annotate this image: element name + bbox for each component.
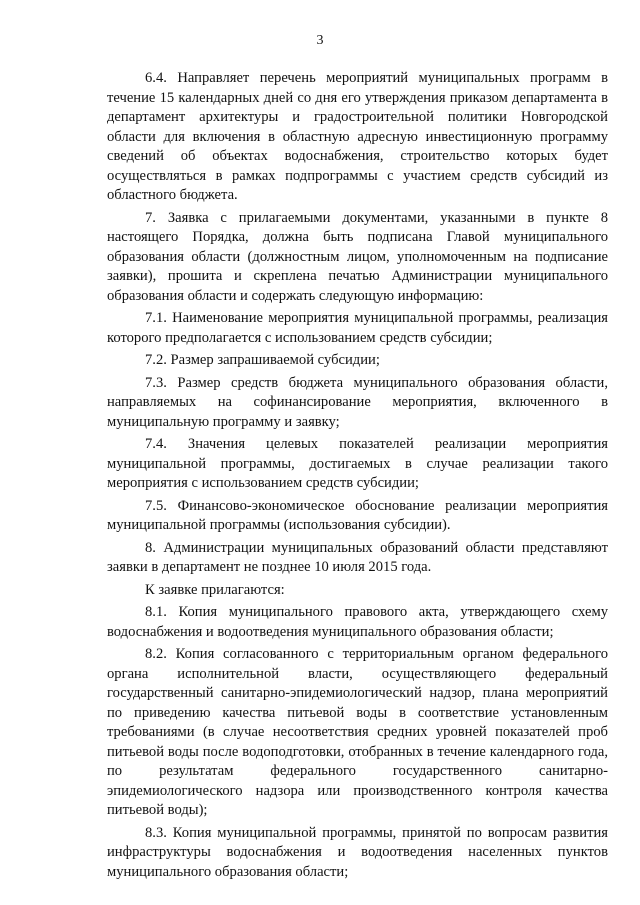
paragraph-7-2: 7.2. Размер запрашиваемой субсидии; bbox=[145, 352, 380, 368]
paragraph-8-2: 8.2. Копия согласованного с территориальным органом федерального органа исполнительной власти, осуществляющего федеральный государственный санитарно-эпидемиологический надзор, плана мероприятий по приведению качества питьевой воды в соответствие установленным требованиями (в случае несоответствия средних уровней показателей проб питьевой воды после водоподготовки, отобранных в течение календарного года, по результатам федерального государственного санитарно-эпидемиологического надзора или производственного контроля качества питьевой воды); bbox=[107, 646, 608, 818]
paragraph-7-5: 7.5. Финансово-экономическое обоснование реализации мероприятия муниципальной программы (использования субсидии). bbox=[107, 497, 608, 533]
paragraph-7-3: 7.3. Размер средств бюджета муниципального образования области, направляемых на софинансирование мероприятия, включенного в муниципальную программу и заявку; bbox=[107, 374, 608, 430]
paragraph-7-4: 7.4. Значения целевых показателей реализации мероприятия муниципальной программы, достигаемых в случае реализации такого мероприятия с использованием средств субсидии; bbox=[107, 436, 608, 491]
paragraph-7-1: 7.1. Наименование мероприятия муниципальной программы, реализация которого предполагается с использованием средств субсидии; bbox=[107, 310, 608, 346]
page-number: 3 bbox=[316, 33, 324, 48]
paragraph-8-3: 8.3. Копия муниципальной программы, принятой по вопросам развития инфраструктуры водоснабжения и водоотведения населенных пунктов муниципального образования области; bbox=[107, 824, 608, 880]
paragraph-8-1: 8.1. Копия муниципального правового акта, утверждающего схему водоснабжения и водоотведения муниципального образования области; bbox=[107, 604, 608, 640]
paragraph-7: 7. Заявка с прилагаемыми документами, указанными в пункте 8 настоящего Порядка, должна быть подписана Главой муниципального образования области (должностным лицом, уполномоченным на подписание заявки), прошита и скреплена печатью Администрации муниципального образования области и содержать следующую информацию: bbox=[107, 209, 608, 304]
document-body bbox=[107, 69, 608, 885]
paragraph-attachments-intro: К заявке прилагаются: bbox=[145, 581, 285, 598]
paragraph-8: 8. Администрации муниципальных образований области представляют заявки в департамент не позднее 10 июля 2015 года. bbox=[107, 539, 608, 575]
paragraph-6-4: 6.4. Направляет перечень мероприятий муниципальных программ в течение 15 календарных дней со дня его утверждения приказом департамента в департамент архитектуры и градостроительной политики Новгородской области для включения в областную адресную инвестиционную программу сведений об объектах водоснабжения, строительство которых будет осуществляться в рамках подпрограммы с участием средств субсидий из областного бюджета. bbox=[107, 70, 608, 203]
